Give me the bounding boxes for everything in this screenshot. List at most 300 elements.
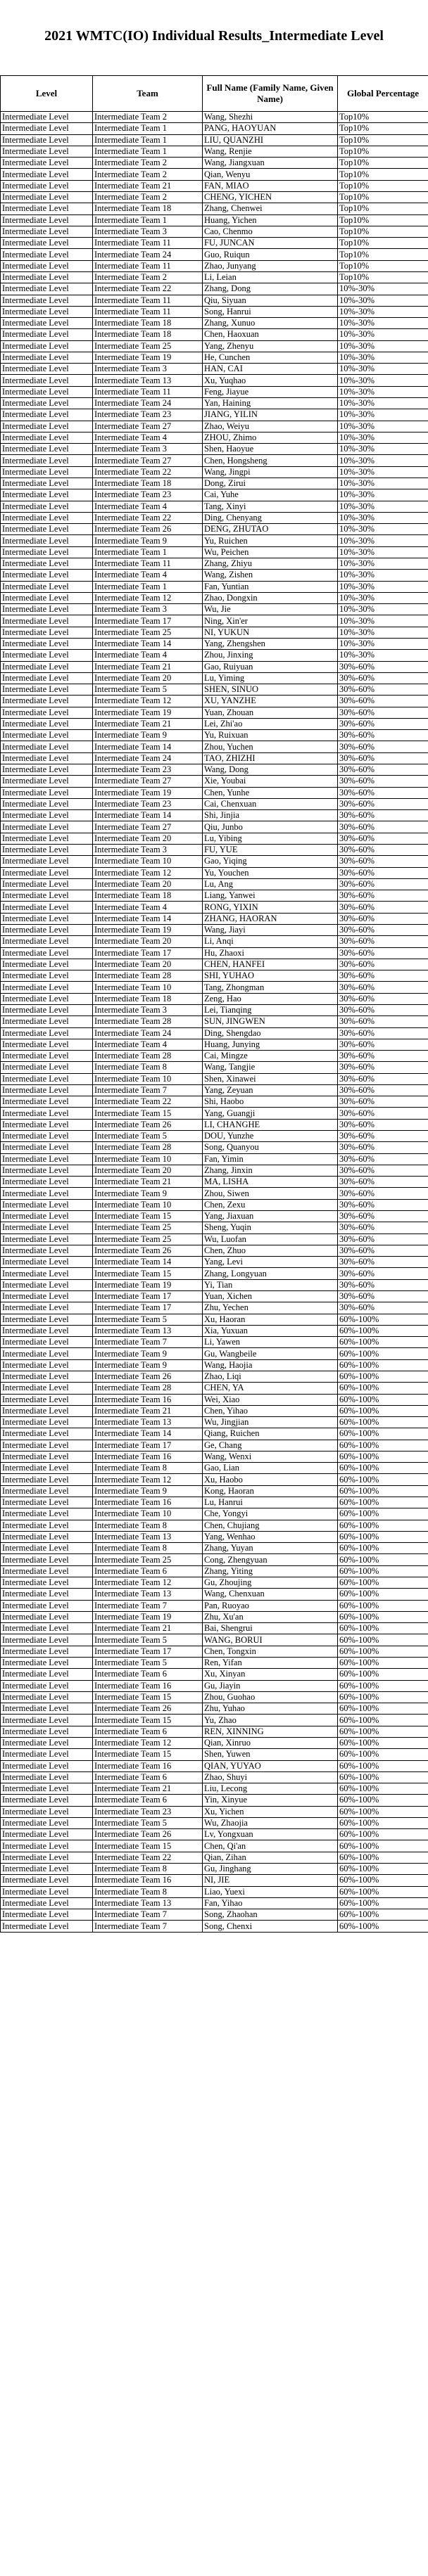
cell-global-percentage: 30%-60%	[338, 730, 428, 741]
cell-level: Intermediate Level	[1, 1760, 93, 1771]
cell-team: Intermediate Team 18	[93, 993, 203, 1004]
cell-global-percentage: 60%-100%	[338, 1623, 428, 1634]
cell-level: Intermediate Level	[1, 1474, 93, 1485]
cell-team: Intermediate Team 3	[93, 226, 203, 237]
cell-level: Intermediate Level	[1, 867, 93, 878]
cell-full-name: Ge, Chang	[203, 1440, 338, 1451]
cell-global-percentage: Top10%	[338, 249, 428, 260]
cell-full-name: Wang, Jingpi	[203, 466, 338, 478]
cell-level: Intermediate Level	[1, 444, 93, 455]
cell-team: Intermediate Team 1	[93, 214, 203, 226]
cell-team: Intermediate Team 17	[93, 615, 203, 627]
cell-global-percentage: 30%-60%	[338, 718, 428, 729]
cell-full-name: Zhao, Weiyu	[203, 421, 338, 432]
table-row	[1, 444, 428, 455]
cell-level: Intermediate Level	[1, 340, 93, 352]
table-row	[1, 798, 428, 809]
cell-team: Intermediate Team 23	[93, 764, 203, 776]
table-row	[1, 913, 428, 924]
cell-global-percentage: 60%-100%	[338, 1646, 428, 1657]
cell-level: Intermediate Level	[1, 134, 93, 146]
cell-full-name: Lu, Yibing	[203, 833, 338, 844]
cell-team: Intermediate Team 28	[93, 970, 203, 982]
cell-full-name: Liang, Yanwei	[203, 890, 338, 902]
cell-level: Intermediate Level	[1, 833, 93, 844]
table-row	[1, 1004, 428, 1015]
cell-team: Intermediate Team 13	[93, 1325, 203, 1336]
cell-level: Intermediate Level	[1, 730, 93, 741]
table-row	[1, 398, 428, 409]
cell-global-percentage: 10%-30%	[338, 421, 428, 432]
table-row	[1, 1703, 428, 1715]
cell-team: Intermediate Team 13	[93, 375, 203, 386]
cell-level: Intermediate Level	[1, 1909, 93, 1921]
cell-global-percentage: 10%-30%	[338, 306, 428, 317]
table-row	[1, 329, 428, 340]
cell-full-name: Song, Chenxi	[203, 1921, 338, 1932]
cell-level: Intermediate Level	[1, 352, 93, 363]
cell-level: Intermediate Level	[1, 512, 93, 523]
cell-team: Intermediate Team 16	[93, 1394, 203, 1405]
cell-team: Intermediate Team 2	[93, 271, 203, 283]
cell-team: Intermediate Team 5	[93, 1634, 203, 1646]
table-row	[1, 1543, 428, 1554]
column-header-full-name: Full Name (Family Name, Given Name)	[203, 76, 338, 112]
cell-global-percentage: 30%-60%	[338, 1004, 428, 1015]
table-row	[1, 902, 428, 913]
cell-team: Intermediate Team 20	[93, 833, 203, 844]
cell-team: Intermediate Team 19	[93, 787, 203, 798]
cell-level: Intermediate Level	[1, 180, 93, 191]
table-row	[1, 752, 428, 764]
table-row	[1, 1829, 428, 1840]
cell-level: Intermediate Level	[1, 1096, 93, 1108]
cell-global-percentage: 60%-100%	[338, 1543, 428, 1554]
table-row	[1, 1084, 428, 1096]
table-row	[1, 1657, 428, 1668]
cell-team: Intermediate Team 6	[93, 1669, 203, 1680]
cell-global-percentage: 60%-100%	[338, 1715, 428, 1726]
cell-team: Intermediate Team 14	[93, 638, 203, 649]
column-header-global-percentage: Global Percentage	[338, 76, 428, 112]
cell-level: Intermediate Level	[1, 810, 93, 821]
cell-team: Intermediate Team 26	[93, 1371, 203, 1382]
cell-global-percentage: 30%-60%	[338, 707, 428, 718]
table-row	[1, 214, 428, 226]
cell-global-percentage: Top10%	[338, 112, 428, 123]
table-row	[1, 478, 428, 489]
cell-global-percentage: 30%-60%	[338, 684, 428, 696]
cell-global-percentage: 10%-30%	[338, 295, 428, 306]
cell-full-name: Yu, Ruichen	[203, 535, 338, 546]
table-row	[1, 1646, 428, 1657]
table-row	[1, 1611, 428, 1622]
cell-level: Intermediate Level	[1, 1314, 93, 1325]
results-table	[0, 75, 428, 1933]
table-row	[1, 707, 428, 718]
cell-team: Intermediate Team 14	[93, 1428, 203, 1440]
cell-full-name: Qian, Zihan	[203, 1852, 338, 1863]
table-row	[1, 1531, 428, 1542]
table-row	[1, 1211, 428, 1222]
cell-global-percentage: 60%-100%	[338, 1921, 428, 1932]
table-row	[1, 364, 428, 375]
cell-full-name: Wu, Zhaojia	[203, 1817, 338, 1828]
table-row	[1, 546, 428, 558]
cell-team: Intermediate Team 2	[93, 191, 203, 203]
cell-team: Intermediate Team 6	[93, 1795, 203, 1806]
cell-team: Intermediate Team 5	[93, 684, 203, 696]
cell-level: Intermediate Level	[1, 1153, 93, 1165]
cell-level: Intermediate Level	[1, 1165, 93, 1176]
cell-level: Intermediate Level	[1, 226, 93, 237]
cell-full-name: Fan, Yuntian	[203, 581, 338, 592]
cell-level: Intermediate Level	[1, 1783, 93, 1795]
cell-team: Intermediate Team 1	[93, 134, 203, 146]
cell-team: Intermediate Team 9	[93, 1485, 203, 1497]
cell-full-name: Tang, Zhongman	[203, 982, 338, 993]
cell-global-percentage: 10%-30%	[338, 329, 428, 340]
cell-global-percentage: 30%-60%	[338, 1073, 428, 1084]
cell-full-name: ZHANG, HAORAN	[203, 913, 338, 924]
cell-full-name: Chen, Chujiang	[203, 1520, 338, 1531]
cell-level: Intermediate Level	[1, 1405, 93, 1416]
cell-team: Intermediate Team 17	[93, 1646, 203, 1657]
table-row	[1, 318, 428, 329]
cell-full-name: SHEN, SINUO	[203, 684, 338, 696]
cell-full-name: Song, Quanyou	[203, 1142, 338, 1153]
cell-team: Intermediate Team 10	[93, 1199, 203, 1210]
cell-team: Intermediate Team 9	[93, 1359, 203, 1371]
table-row	[1, 1290, 428, 1302]
cell-level: Intermediate Level	[1, 638, 93, 649]
cell-full-name: QIAN, YUYAO	[203, 1760, 338, 1771]
cell-level: Intermediate Level	[1, 1177, 93, 1188]
cell-global-percentage: 30%-60%	[338, 672, 428, 684]
cell-team: Intermediate Team 6	[93, 1771, 203, 1783]
cell-team: Intermediate Team 9	[93, 535, 203, 546]
cell-team: Intermediate Team 10	[93, 982, 203, 993]
cell-team: Intermediate Team 4	[93, 902, 203, 913]
cell-team: Intermediate Team 17	[93, 947, 203, 959]
cell-team: Intermediate Team 15	[93, 1840, 203, 1852]
cell-global-percentage: 60%-100%	[338, 1897, 428, 1909]
cell-level: Intermediate Level	[1, 1829, 93, 1840]
cell-team: Intermediate Team 3	[93, 364, 203, 375]
cell-level: Intermediate Level	[1, 1852, 93, 1863]
cell-global-percentage: Top10%	[338, 203, 428, 214]
table-row	[1, 638, 428, 649]
cell-full-name: Ren, Yifan	[203, 1657, 338, 1668]
cell-global-percentage: 30%-60%	[338, 764, 428, 776]
cell-level: Intermediate Level	[1, 386, 93, 397]
table-row	[1, 1245, 428, 1256]
cell-full-name: Bai, Shengrui	[203, 1623, 338, 1634]
cell-level: Intermediate Level	[1, 1531, 93, 1542]
cell-global-percentage: 60%-100%	[338, 1886, 428, 1897]
cell-level: Intermediate Level	[1, 1657, 93, 1668]
cell-level: Intermediate Level	[1, 169, 93, 180]
cell-global-percentage: 30%-60%	[338, 856, 428, 867]
cell-level: Intermediate Level	[1, 1084, 93, 1096]
cell-global-percentage: 30%-60%	[338, 787, 428, 798]
cell-full-name: Hu, Zhaoxi	[203, 947, 338, 959]
cell-team: Intermediate Team 1	[93, 581, 203, 592]
cell-team: Intermediate Team 11	[93, 386, 203, 397]
cell-global-percentage: 60%-100%	[338, 1737, 428, 1748]
cell-team: Intermediate Team 15	[93, 1268, 203, 1279]
cell-full-name: Zhou, Yuchen	[203, 741, 338, 752]
table-row	[1, 1428, 428, 1440]
cell-global-percentage: 10%-30%	[338, 466, 428, 478]
cell-team: Intermediate Team 21	[93, 1783, 203, 1795]
cell-global-percentage: 60%-100%	[338, 1520, 428, 1531]
cell-full-name: LIU, QUANZHI	[203, 134, 338, 146]
table-row	[1, 1119, 428, 1130]
cell-level: Intermediate Level	[1, 432, 93, 443]
cell-level: Intermediate Level	[1, 604, 93, 615]
cell-global-percentage: 10%-30%	[338, 604, 428, 615]
table-row	[1, 1153, 428, 1165]
cell-level: Intermediate Level	[1, 982, 93, 993]
cell-global-percentage: 60%-100%	[338, 1749, 428, 1760]
cell-global-percentage: 10%-30%	[338, 432, 428, 443]
table-row	[1, 352, 428, 363]
cell-team: Intermediate Team 16	[93, 1497, 203, 1508]
cell-full-name: Gao, Ruiyuan	[203, 661, 338, 672]
cell-global-percentage: 60%-100%	[338, 1611, 428, 1622]
cell-level: Intermediate Level	[1, 581, 93, 592]
table-row	[1, 112, 428, 123]
cell-full-name: Wei, Xiao	[203, 1394, 338, 1405]
table-row	[1, 1864, 428, 1875]
cell-team: Intermediate Team 7	[93, 1084, 203, 1096]
cell-full-name: Chen, Zexu	[203, 1199, 338, 1210]
cell-team: Intermediate Team 4	[93, 501, 203, 512]
cell-global-percentage: 30%-60%	[338, 741, 428, 752]
cell-global-percentage: 60%-100%	[338, 1577, 428, 1589]
cell-level: Intermediate Level	[1, 524, 93, 535]
table-row	[1, 833, 428, 844]
table-row	[1, 1634, 428, 1646]
cell-team: Intermediate Team 28	[93, 1051, 203, 1062]
cell-level: Intermediate Level	[1, 238, 93, 249]
cell-level: Intermediate Level	[1, 1417, 93, 1428]
cell-full-name: Yan, Haining	[203, 398, 338, 409]
table-row	[1, 1589, 428, 1600]
cell-full-name: Yu, Youchen	[203, 867, 338, 878]
cell-full-name: Cao, Chenmo	[203, 226, 338, 237]
cell-global-percentage: 60%-100%	[338, 1852, 428, 1863]
cell-level: Intermediate Level	[1, 993, 93, 1004]
cell-team: Intermediate Team 9	[93, 1348, 203, 1359]
cell-full-name: Wu, Luofan	[203, 1233, 338, 1245]
table-row	[1, 1921, 428, 1932]
cell-level: Intermediate Level	[1, 1257, 93, 1268]
cell-team: Intermediate Team 10	[93, 1153, 203, 1165]
table-row	[1, 134, 428, 146]
table-row	[1, 810, 428, 821]
cell-level: Intermediate Level	[1, 1337, 93, 1348]
cell-level: Intermediate Level	[1, 1508, 93, 1520]
cell-global-percentage: 60%-100%	[338, 1474, 428, 1485]
table-row	[1, 1348, 428, 1359]
cell-global-percentage: 60%-100%	[338, 1508, 428, 1520]
table-row	[1, 1451, 428, 1462]
table-row	[1, 1257, 428, 1268]
cell-level: Intermediate Level	[1, 318, 93, 329]
cell-full-name: Xu, Xinyan	[203, 1669, 338, 1680]
cell-team: Intermediate Team 6	[93, 1726, 203, 1737]
table-row	[1, 180, 428, 191]
cell-global-percentage: 60%-100%	[338, 1829, 428, 1840]
cell-full-name: Qiang, Ruichen	[203, 1428, 338, 1440]
cell-full-name: Lu, Ang	[203, 878, 338, 890]
table-row	[1, 249, 428, 260]
cell-global-percentage: Top10%	[338, 180, 428, 191]
cell-full-name: Shi, Haobo	[203, 1096, 338, 1108]
cell-global-percentage: 60%-100%	[338, 1428, 428, 1440]
table-row	[1, 592, 428, 603]
cell-full-name: Gao, Lian	[203, 1463, 338, 1474]
cell-level: Intermediate Level	[1, 1886, 93, 1897]
cell-full-name: Cai, Yuhe	[203, 489, 338, 501]
cell-team: Intermediate Team 1	[93, 146, 203, 157]
table-row	[1, 627, 428, 638]
cell-full-name: JIANG, YILIN	[203, 409, 338, 421]
table-row	[1, 501, 428, 512]
cell-team: Intermediate Team 25	[93, 340, 203, 352]
cell-global-percentage: 10%-30%	[338, 512, 428, 523]
cell-full-name: FU, JUNCAN	[203, 238, 338, 249]
table-row	[1, 1691, 428, 1703]
cell-team: Intermediate Team 12	[93, 1737, 203, 1748]
cell-full-name: Qiu, Junbo	[203, 821, 338, 833]
cell-global-percentage: Top10%	[338, 214, 428, 226]
cell-team: Intermediate Team 11	[93, 306, 203, 317]
cell-full-name: FAN, MIAO	[203, 180, 338, 191]
cell-team: Intermediate Team 8	[93, 1062, 203, 1073]
cell-full-name: He, Cunchen	[203, 352, 338, 363]
cell-team: Intermediate Team 24	[93, 1027, 203, 1039]
cell-full-name: Zhou, Jinxing	[203, 650, 338, 661]
cell-level: Intermediate Level	[1, 1383, 93, 1394]
cell-full-name: Feng, Jiayue	[203, 386, 338, 397]
cell-full-name: Gu, Jiayin	[203, 1680, 338, 1691]
cell-team: Intermediate Team 17	[93, 1302, 203, 1314]
cell-team: Intermediate Team 22	[93, 466, 203, 478]
table-row	[1, 1508, 428, 1520]
cell-team: Intermediate Team 19	[93, 924, 203, 935]
cell-global-percentage: 30%-60%	[338, 947, 428, 959]
table-row	[1, 1371, 428, 1382]
cell-global-percentage: 30%-60%	[338, 1222, 428, 1233]
cell-team: Intermediate Team 7	[93, 1600, 203, 1611]
cell-level: Intermediate Level	[1, 249, 93, 260]
cell-team: Intermediate Team 23	[93, 489, 203, 501]
cell-team: Intermediate Team 9	[93, 730, 203, 741]
cell-full-name: Wang, Zishen	[203, 570, 338, 581]
cell-global-percentage: Top10%	[338, 238, 428, 249]
cell-full-name: Liu, Lecong	[203, 1783, 338, 1795]
cell-full-name: Gu, Jinghang	[203, 1864, 338, 1875]
cell-full-name: Wang, Shezhi	[203, 112, 338, 123]
cell-level: Intermediate Level	[1, 1864, 93, 1875]
cell-team: Intermediate Team 15	[93, 1108, 203, 1119]
cell-team: Intermediate Team 1	[93, 123, 203, 134]
cell-team: Intermediate Team 12	[93, 592, 203, 603]
table-row	[1, 1760, 428, 1771]
cell-global-percentage: 30%-60%	[338, 902, 428, 913]
table-row	[1, 1233, 428, 1245]
table-row	[1, 1680, 428, 1691]
cell-full-name: Fan, Yihao	[203, 1897, 338, 1909]
table-row	[1, 1165, 428, 1176]
cell-level: Intermediate Level	[1, 798, 93, 809]
cell-full-name: Wang, Dong	[203, 764, 338, 776]
cell-global-percentage: 30%-60%	[338, 1108, 428, 1119]
table-row	[1, 1749, 428, 1760]
cell-level: Intermediate Level	[1, 1840, 93, 1852]
cell-level: Intermediate Level	[1, 1290, 93, 1302]
cell-global-percentage: 30%-60%	[338, 1188, 428, 1199]
cell-global-percentage: 30%-60%	[338, 1062, 428, 1073]
table-row	[1, 1726, 428, 1737]
table-row	[1, 604, 428, 615]
cell-level: Intermediate Level	[1, 1600, 93, 1611]
cell-global-percentage: Top10%	[338, 123, 428, 134]
cell-team: Intermediate Team 3	[93, 444, 203, 455]
table-row	[1, 684, 428, 696]
cell-full-name: Chen, Tongxin	[203, 1646, 338, 1657]
cell-level: Intermediate Level	[1, 752, 93, 764]
cell-global-percentage: 30%-60%	[338, 913, 428, 924]
cell-team: Intermediate Team 4	[93, 570, 203, 581]
cell-team: Intermediate Team 12	[93, 1474, 203, 1485]
table-row	[1, 856, 428, 867]
table-row	[1, 1027, 428, 1039]
cell-level: Intermediate Level	[1, 1577, 93, 1589]
cell-full-name: Shen, Haoyue	[203, 444, 338, 455]
cell-team: Intermediate Team 13	[93, 1589, 203, 1600]
cell-global-percentage: 30%-60%	[338, 798, 428, 809]
cell-level: Intermediate Level	[1, 1703, 93, 1715]
table-row	[1, 1108, 428, 1119]
cell-level: Intermediate Level	[1, 283, 93, 295]
cell-team: Intermediate Team 12	[93, 696, 203, 707]
cell-level: Intermediate Level	[1, 1027, 93, 1039]
cell-global-percentage: 30%-60%	[338, 1233, 428, 1245]
cell-team: Intermediate Team 2	[93, 112, 203, 123]
table-row	[1, 1016, 428, 1027]
cell-team: Intermediate Team 23	[93, 409, 203, 421]
cell-global-percentage: 10%-30%	[338, 535, 428, 546]
cell-global-percentage: 60%-100%	[338, 1657, 428, 1668]
cell-global-percentage: 10%-30%	[338, 558, 428, 569]
table-row	[1, 1131, 428, 1142]
table-row	[1, 867, 428, 878]
cell-global-percentage: 30%-60%	[338, 1051, 428, 1062]
cell-full-name: Zhang, Yiting	[203, 1565, 338, 1577]
cell-full-name: Cai, Chenxuan	[203, 798, 338, 809]
cell-global-percentage: 30%-60%	[338, 878, 428, 890]
cell-full-name: Shi, Jinjia	[203, 810, 338, 821]
cell-level: Intermediate Level	[1, 1119, 93, 1130]
table-row	[1, 1909, 428, 1921]
cell-level: Intermediate Level	[1, 1348, 93, 1359]
cell-team: Intermediate Team 21	[93, 1623, 203, 1634]
cell-team: Intermediate Team 21	[93, 1405, 203, 1416]
